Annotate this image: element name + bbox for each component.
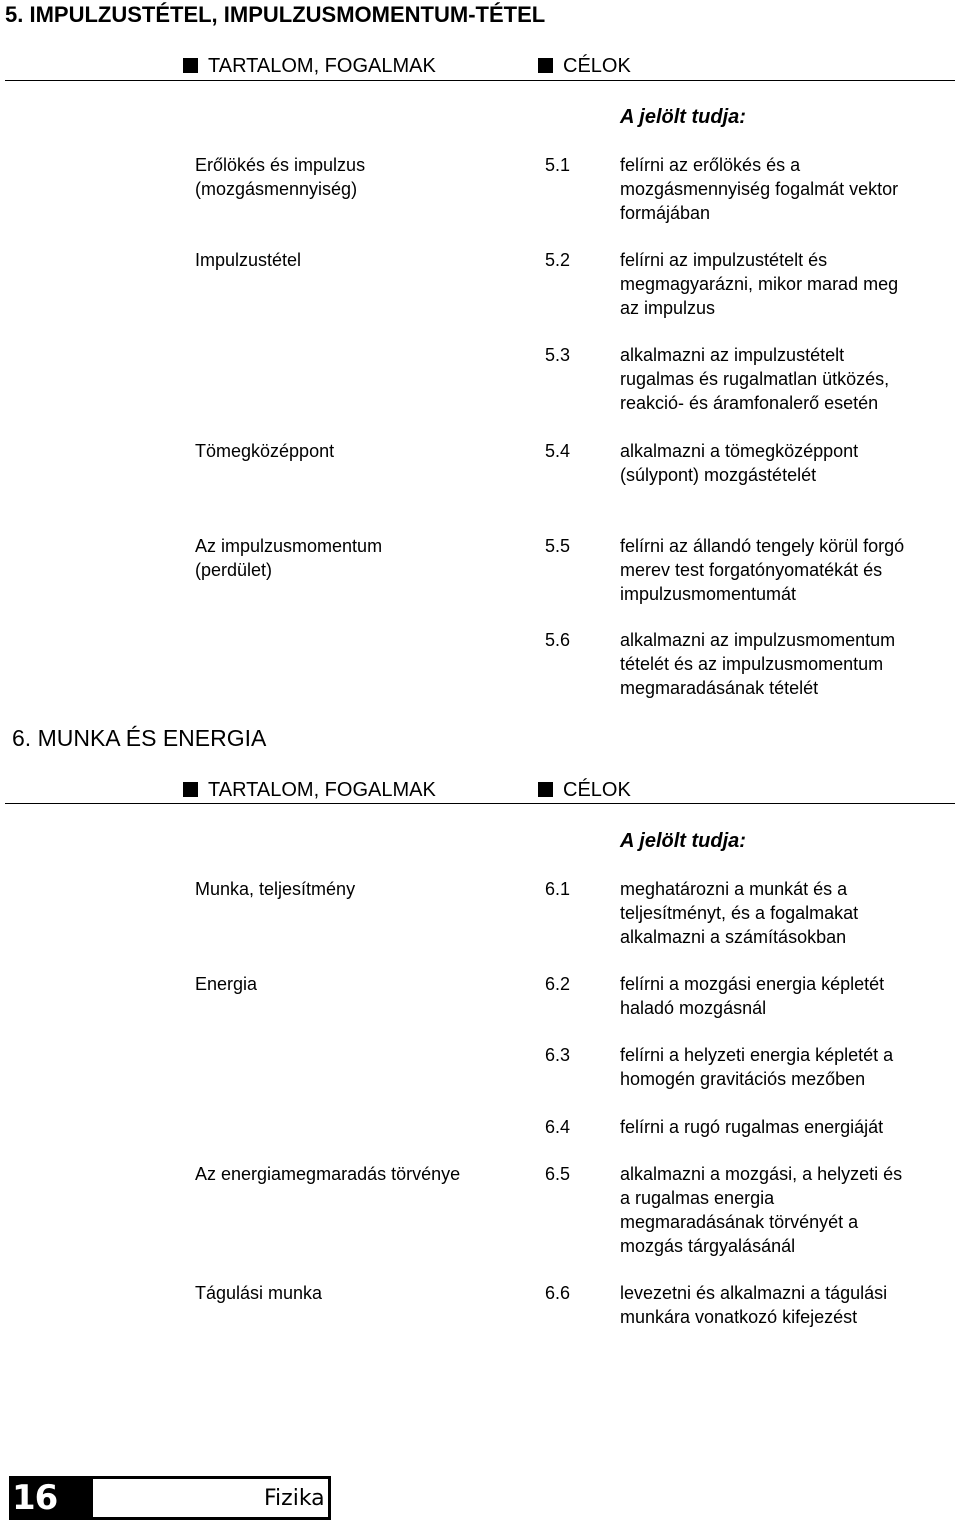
- section-6-jelolt-label: A jelölt tudja:: [620, 830, 746, 852]
- section-6-col-content-header: [183, 779, 436, 802]
- goal-text: [620, 1043, 893, 1091]
- goal-number: 6.2: [545, 974, 571, 994]
- goal-line: felírni az impulzustételt és: [620, 250, 828, 270]
- goal-line: a rugalmas energia: [620, 1188, 775, 1208]
- goal-line: teljesítményt, és a fogalmakat: [620, 903, 859, 923]
- goal-line: mozgás tárgyalásánál: [620, 1236, 796, 1256]
- goal-number: 5.5: [545, 536, 571, 556]
- goal-number: 6.5: [545, 1164, 571, 1184]
- topic-line: Tágulási munka: [195, 1283, 323, 1303]
- section-5-col-content-header: [183, 55, 436, 78]
- square-bullet-icon: [538, 782, 553, 797]
- goal-number: 5.4: [545, 441, 571, 461]
- topic-cell: [195, 877, 355, 901]
- goal-line: alkalmazni az impulzusmomentum: [620, 630, 896, 650]
- col-content-label: TARTALOM, FOGALMAK: [208, 779, 436, 801]
- topic-line: Az impulzusmomentum: [195, 536, 383, 556]
- topic-line: Tömegközéppont: [195, 441, 335, 461]
- topic-line: Energia: [195, 974, 258, 994]
- topic-line: Munka, teljesítmény: [195, 879, 356, 899]
- goal-number: 6.6: [545, 1283, 571, 1303]
- goal-number: 5.2: [545, 250, 571, 270]
- topic-cell: [195, 439, 334, 463]
- goal-text: [620, 153, 898, 225]
- goal-text: [620, 343, 889, 415]
- goal-line: megmaradásának tételét: [620, 678, 819, 698]
- goal-line: haladó mozgásnál: [620, 998, 767, 1018]
- goal-number: 6.4: [545, 1117, 571, 1137]
- goal-text: [620, 439, 858, 487]
- goal-line: megmagyarázni, mikor marad meg: [620, 274, 899, 294]
- goal-line: (súlypont) mozgástételét: [620, 465, 817, 485]
- topic-line: Impulzustétel: [195, 250, 302, 270]
- goal-line: munkára vonatkozó kifejezést: [620, 1307, 858, 1327]
- section-5-header-rule: [5, 80, 955, 81]
- goal-number: 6.1: [545, 879, 571, 899]
- section-6-title: 6. MUNKA ÉS ENERGIA: [12, 725, 267, 751]
- goal-text: [620, 1162, 902, 1258]
- goal-line: levezetni és alkalmazni a tágulási: [620, 1283, 888, 1303]
- goal-line: formájában: [620, 203, 711, 223]
- goal-line: felírni a rugó rugalmas energiáját: [620, 1117, 884, 1137]
- col-content-label: TARTALOM, FOGALMAK: [208, 55, 436, 77]
- goal-line: alkalmazni az impulzustételt: [620, 345, 845, 365]
- goal-text: [620, 1281, 887, 1329]
- goal-line: az impulzus: [620, 298, 716, 318]
- goal-line: reakció- és áramfonalerő esetén: [620, 393, 879, 413]
- goal-text: [620, 628, 895, 700]
- goal-line: felírni a helyzeti energia képletét a: [620, 1045, 894, 1065]
- goal-number: 5.1: [545, 155, 571, 175]
- goal-line: alkalmazni a mozgási, a helyzeti és: [620, 1164, 903, 1184]
- topic-line: Erőlökés és impulzus: [195, 155, 366, 175]
- goal-number: 5.6: [545, 630, 571, 650]
- topic-cell: [195, 972, 257, 996]
- topic-line: (mozgásmennyiség): [195, 179, 358, 199]
- goal-number: 6.3: [545, 1045, 571, 1065]
- goal-line: felírni az erőlökés és a: [620, 155, 801, 175]
- topic-cell: [195, 1162, 460, 1186]
- goal-text: [620, 1115, 883, 1139]
- goal-text: [620, 877, 858, 949]
- goal-line: megmaradásának törvényét a: [620, 1212, 859, 1232]
- subject-label: Fizika: [264, 1486, 325, 1511]
- topic-cell: [195, 1281, 322, 1305]
- goal-text: [620, 972, 884, 1020]
- col-goals-label: CÉLOK: [563, 55, 631, 77]
- goal-line: homogén gravitációs mezőben: [620, 1069, 866, 1089]
- topic-line: Az energiamegmaradás törvénye: [195, 1164, 461, 1184]
- square-bullet-icon: [183, 58, 198, 73]
- section-6-col-goals-header: [538, 779, 631, 802]
- section-5-jelolt-label: A jelölt tudja:: [620, 106, 746, 128]
- col-goals-label: CÉLOK: [563, 779, 631, 801]
- square-bullet-icon: [183, 782, 198, 797]
- topic-cell: [195, 153, 365, 201]
- goal-line: felírni a mozgási energia képletét: [620, 974, 885, 994]
- section-5-col-goals-header: [538, 55, 631, 78]
- goal-text: [620, 534, 904, 606]
- goal-number: 5.3: [545, 345, 571, 365]
- goal-line: mozgásmennyiség fogalmát vektor: [620, 179, 899, 199]
- section-5-title: 5. IMPULZUSTÉTEL, IMPULZUSMOMENTUM-TÉTEL: [5, 2, 546, 27]
- goal-text: [620, 248, 898, 320]
- goal-line: alkalmazni a számításokban: [620, 927, 847, 947]
- topic-line: (perdület): [195, 560, 273, 580]
- section-6-header-rule: [5, 803, 955, 804]
- page-number: 16: [12, 1478, 58, 1518]
- goal-line: meghatározni a munkát és a: [620, 879, 848, 899]
- goal-line: rugalmas és rugalmatlan ütközés,: [620, 369, 890, 389]
- goal-line: felírni az állandó tengely körül forgó: [620, 536, 905, 556]
- topic-cell: [195, 248, 301, 272]
- goal-line: tételét és az impulzusmomentum: [620, 654, 884, 674]
- topic-cell: [195, 534, 382, 582]
- goal-line: impulzusmomentumát: [620, 584, 797, 604]
- square-bullet-icon: [538, 58, 553, 73]
- goal-line: merev test forgatónyomatékát és: [620, 560, 883, 580]
- goal-line: alkalmazni a tömegközéppont: [620, 441, 859, 461]
